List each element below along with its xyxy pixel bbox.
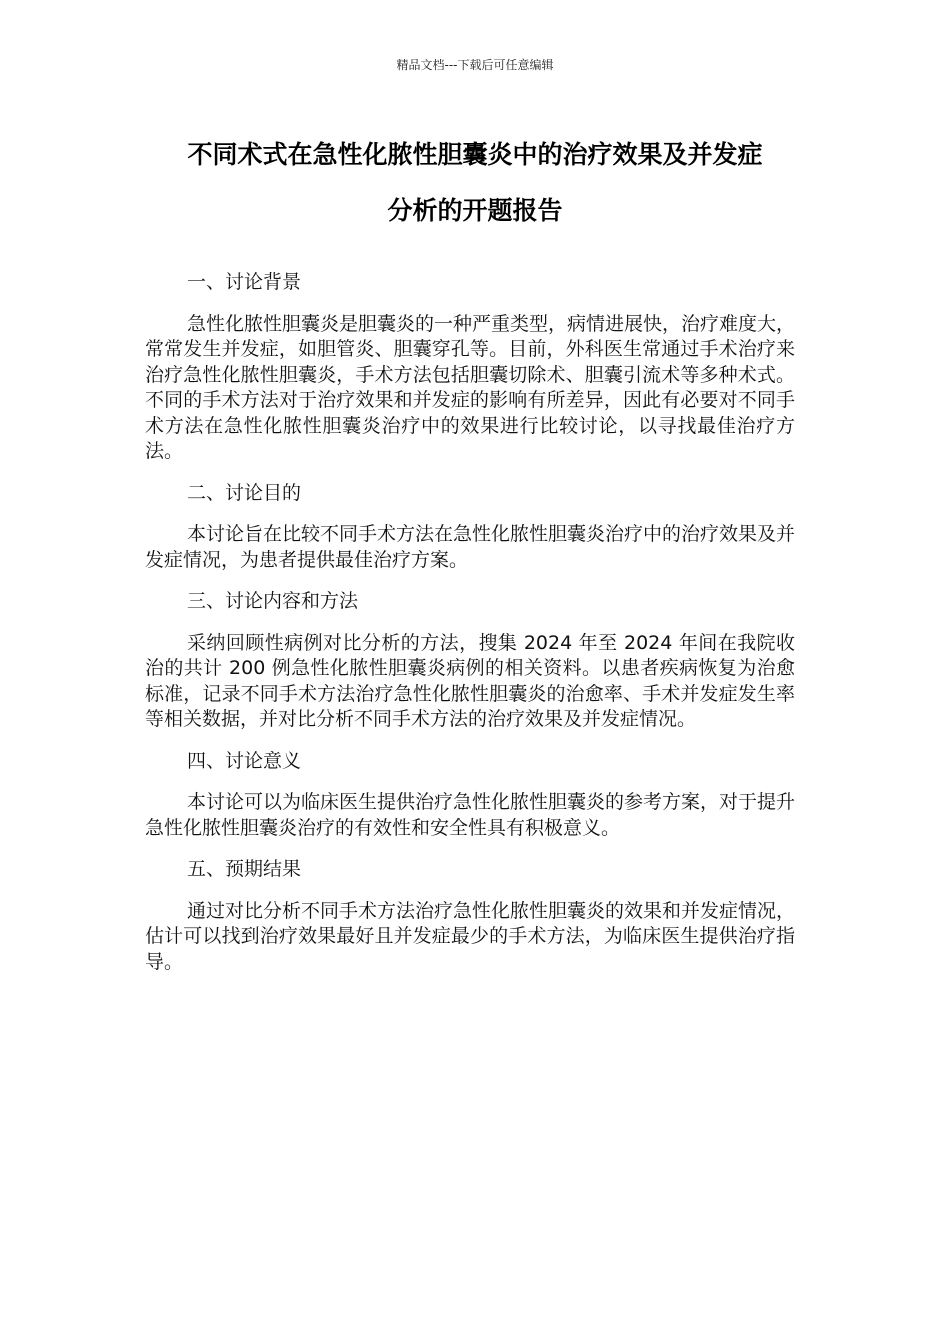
section-heading-purpose: 二、讨论目的 [187,481,302,504]
document-body [145,270,795,991]
section-paragraph-background: 急性化脓性胆囊炎是胆囊炎的一种严重类型，病情进展快，治疗难度大，常常发生并发症，如胆管炎、胆囊穿孔等。目前，外科医生常通过手术治疗来治疗急性化脓性胆囊炎，手术方法包括胆囊切除术、胆囊引流术等多种术式。不同的手术方法对于治疗效果和并发症的影响有所差异，因此有必要对不同手术方法在急性化脓性胆囊炎治疗中的效果进行比较讨论，以寻找最佳治疗方法。 [145,312,796,462]
document-title-line-1: 不同术式在急性化脓性胆囊炎中的治疗效果及并发症 [187,140,763,169]
section-paragraph-significance: 本讨论可以为临床医生提供治疗急性化脓性胆囊炎的参考方案，对于提升急性化脓性胆囊炎治疗的有效性和安全性具有积极意义。 [145,791,796,839]
section-heading-background: 一、讨论背景 [187,271,302,293]
section-paragraph-expected-results: 通过对比分析不同手术方法治疗急性化脓性胆囊炎的效果和并发症情况，估计可以找到治疗效果最好且并发症最少的手术方法，为临床医生提供治疗指导。 [145,899,796,973]
section-heading-content-method: 三、讨论内容和方法 [187,590,359,612]
section-paragraph-purpose: 本讨论旨在比较不同手术方法在急性化脓性胆囊炎治疗中的治疗效果及并发症情况，为患者提供最佳治疗方案。 [145,523,796,571]
header-note: 精品文档---下载后可任意编辑 [396,58,554,72]
section-heading-significance: 四、讨论意义 [187,749,302,772]
section-heading-expected-results: 五、预期结果 [187,858,302,880]
document-title-line-2: 分析的开题报告 [387,196,563,225]
section-paragraph-content-method: 采纳回顾性病例对比分析的方法，搜集 2024 年至 2024 年间在我院收治的共计 200 例急性化脓性胆囊炎病例的相关资料。以患者疾病恢复为治愈标准，记录不同手术方法治疗急性化脓性胆囊炎的治愈率、手术并发症发生率等相关数据，并对比分析不同手术方法的治疗效果及并发症情况。 [145,631,795,730]
